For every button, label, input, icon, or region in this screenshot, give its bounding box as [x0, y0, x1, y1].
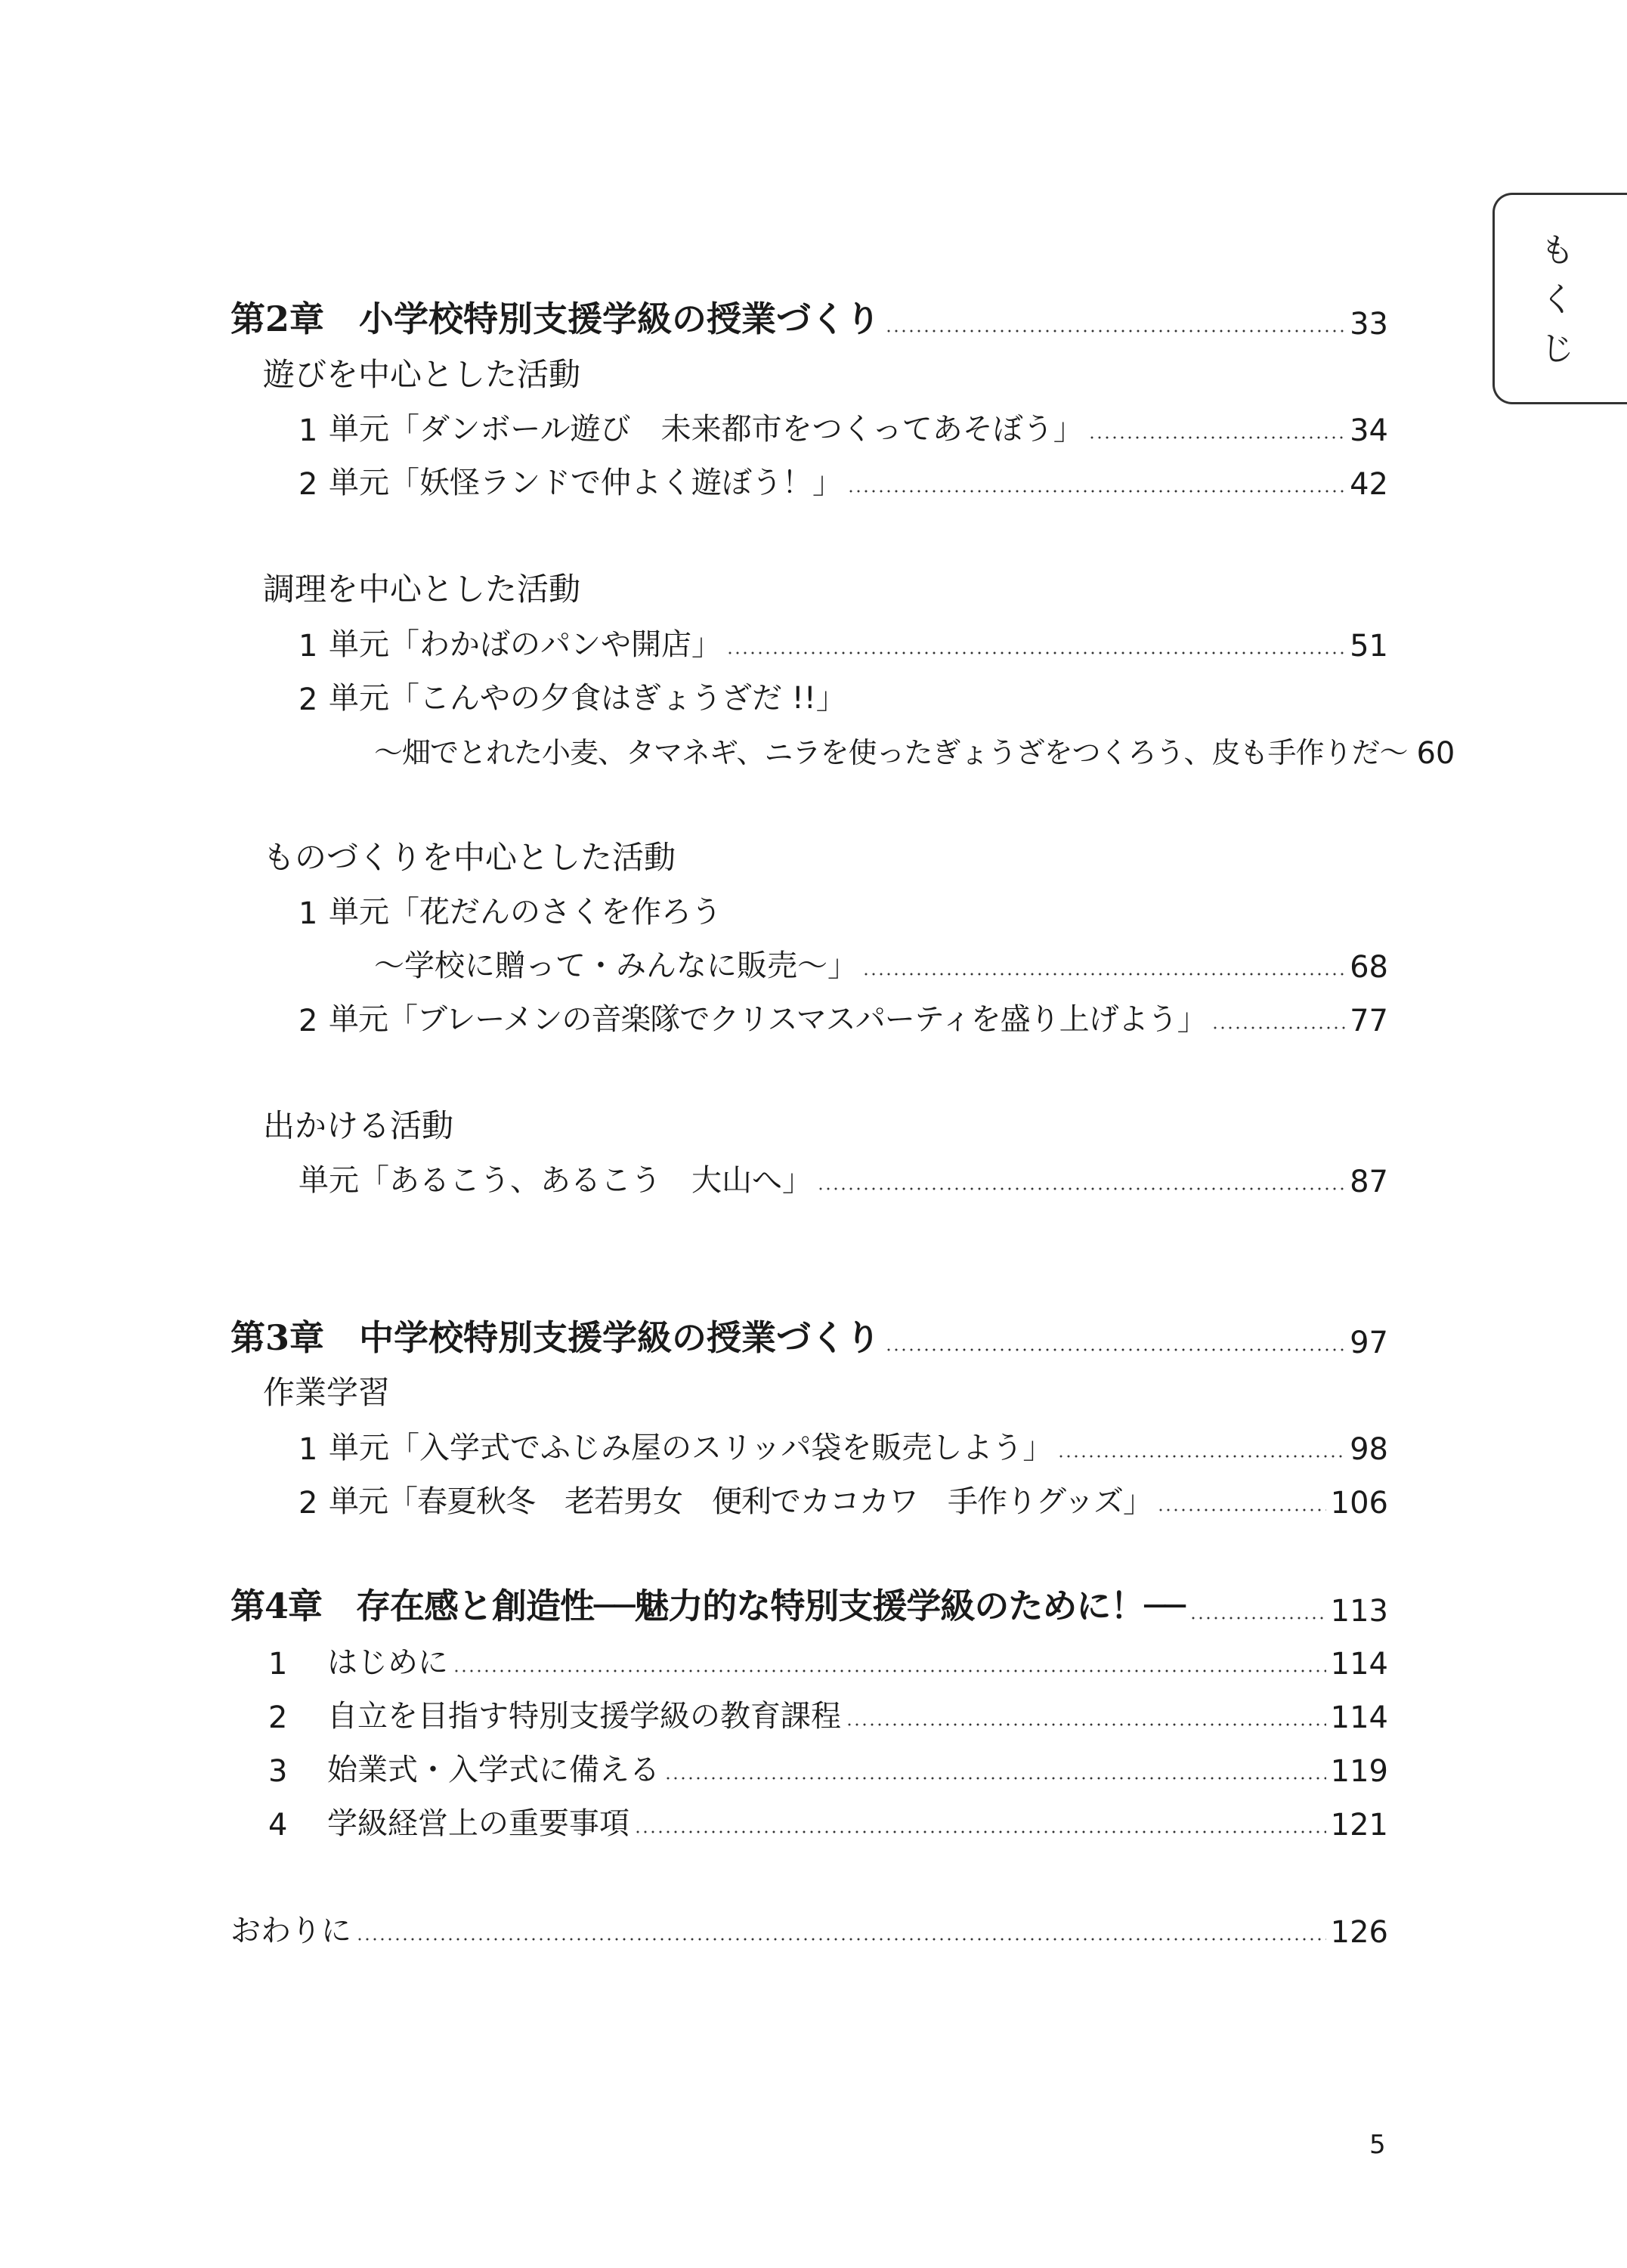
item-title: 自立を目指す特別支援学級の教育課程	[327, 1699, 841, 1734]
side-tab-char-1: も	[1541, 231, 1574, 270]
toc-entry[interactable]	[298, 1422, 1388, 1467]
item-number: 1	[298, 413, 318, 448]
item-page: 98	[1350, 1432, 1388, 1467]
toc-entry[interactable]	[298, 993, 1388, 1038]
item-page: 121	[1330, 1808, 1388, 1843]
toc-entry[interactable]	[268, 1636, 1388, 1682]
item-number: 2	[298, 1004, 318, 1038]
section-heading	[263, 565, 580, 610]
section-heading	[263, 1368, 390, 1413]
item-title: 単元「春夏秋冬 老若男女 便利でカコカワ 手作りグッズ」	[329, 1484, 1152, 1519]
item-number: 2	[298, 682, 318, 717]
closing-title: おわりに	[230, 1914, 351, 1948]
item-number: 3	[268, 1754, 288, 1789]
side-index-tab	[1492, 193, 1627, 404]
section-heading	[263, 1101, 453, 1146]
page-number: 5	[1369, 2130, 1386, 2160]
item-subtitle: ～学校に贈って・みんなに販売～」	[374, 948, 858, 983]
toc-entry[interactable]	[268, 1690, 1388, 1735]
leader-dots	[1157, 1508, 1326, 1511]
leader-dots	[862, 973, 1345, 976]
item-title: 単元「こんやの夕食はぎょうざだ !!」	[329, 681, 846, 716]
closing-entry[interactable]	[230, 1904, 1388, 1950]
section-heading-craft: ものづくりを中心とした活動	[263, 839, 676, 876]
item-title: 単元「妖怪ランドで仲よく遊ぼう！」	[329, 466, 843, 500]
item-page: 68	[1350, 950, 1388, 985]
chapter2-page: 33	[1350, 307, 1388, 342]
toc-entry[interactable]	[298, 618, 1388, 664]
leader-dots	[634, 1830, 1326, 1833]
item-page: 51	[1350, 629, 1388, 664]
section-heading-cooking: 調理を中心とした活動	[263, 571, 581, 608]
section-heading-work: 作業学習	[263, 1374, 391, 1411]
item-title: 単元「花だんのさくを作ろう	[329, 895, 722, 930]
item-title: 単元「ブレーメンの音楽隊でクリスマスパーティを盛り上げよう」	[329, 1002, 1207, 1037]
item-page: 114	[1330, 1647, 1388, 1682]
toc-entry[interactable]	[298, 456, 1388, 502]
item-title: 単元「わかばのパンや開店」	[329, 627, 722, 662]
leader-dots	[885, 330, 1345, 333]
item-title: 学級経営上の重要事項	[327, 1806, 629, 1841]
item-page: 60	[1416, 736, 1455, 771]
item-number: 1	[298, 896, 318, 931]
leader-dots	[846, 1723, 1326, 1726]
item-page: 106	[1330, 1486, 1388, 1521]
item-page: 34	[1350, 413, 1388, 448]
item-number: 2	[298, 1486, 318, 1521]
leader-dots	[1189, 1617, 1326, 1620]
chapter3-title: 第3章 中学校特別支援学級の授業づくり	[230, 1317, 881, 1358]
item-subtitle: ～畑でとれた小麦、タマネギ、ニラを使ったぎょうざをつくろう、皮も手作りだ～	[374, 736, 1408, 769]
item-title: 単元「ダンボール遊び 未来都市をつくってあそぼう」	[329, 412, 1084, 447]
item-number: 1	[298, 1432, 318, 1467]
chapter4-entry[interactable]	[230, 1583, 1388, 1629]
item-number: 1	[298, 629, 318, 664]
toc-entry[interactable]	[298, 886, 722, 931]
leader-dots	[1088, 436, 1345, 439]
leader-dots	[664, 1777, 1326, 1780]
leader-dots	[1211, 1026, 1345, 1029]
leader-dots	[453, 1669, 1326, 1672]
chapter2-entry[interactable]	[230, 296, 1388, 342]
toc-entry[interactable]	[268, 1744, 1388, 1789]
leader-dots	[885, 1348, 1345, 1351]
toc-entry[interactable]	[298, 1475, 1388, 1521]
leader-dots	[817, 1187, 1345, 1190]
section-heading	[263, 833, 676, 878]
chapter3-page: 97	[1350, 1326, 1388, 1360]
toc-entry[interactable]	[298, 403, 1388, 448]
chapter3-entry[interactable]	[230, 1315, 1388, 1360]
toc-entry[interactable]	[298, 672, 846, 717]
leader-dots	[847, 490, 1345, 493]
toc-entry[interactable]	[268, 1797, 1388, 1843]
section-heading-outing: 出かける活動	[263, 1107, 454, 1144]
section-heading	[263, 350, 580, 395]
item-title: 単元「あるこう、あるこう 大山へ」	[298, 1163, 812, 1198]
item-page: 77	[1350, 1004, 1388, 1038]
chapter4-page: 113	[1330, 1594, 1388, 1629]
item-number: 1	[268, 1647, 288, 1682]
item-page: 114	[1330, 1700, 1388, 1735]
item-number: 4	[268, 1808, 288, 1843]
item-page: 87	[1350, 1165, 1388, 1199]
chapter4-title: 第4章 存在感と創造性──魅力的な特別支援学級のために！──	[230, 1586, 1185, 1626]
leader-dots	[1057, 1455, 1345, 1458]
item-page: 42	[1350, 467, 1388, 502]
item-number: 2	[268, 1700, 288, 1735]
item-page: 119	[1330, 1754, 1388, 1789]
toc-entry-subtitle[interactable]	[374, 939, 1388, 985]
leader-dots	[726, 651, 1345, 654]
closing-page: 126	[1330, 1915, 1388, 1950]
item-title: はじめに	[327, 1645, 448, 1680]
item-title: 単元「入学式でふじみ屋のスリッパ袋を販売しよう」	[329, 1431, 1053, 1465]
item-title: 始業式・入学式に備える	[327, 1753, 660, 1787]
toc-entry-subtitle[interactable]	[374, 726, 1455, 771]
side-tab-char-3: じ	[1541, 330, 1574, 368]
chapter2-title: 第2章 小学校特別支援学級の授業づくり	[230, 299, 881, 339]
item-number: 2	[298, 467, 318, 502]
toc-entry[interactable]	[298, 1154, 1388, 1199]
section-heading-play: 遊びを中心とした活動	[263, 356, 581, 393]
side-tab-char-2: く	[1541, 280, 1574, 319]
leader-dots	[356, 1938, 1326, 1941]
